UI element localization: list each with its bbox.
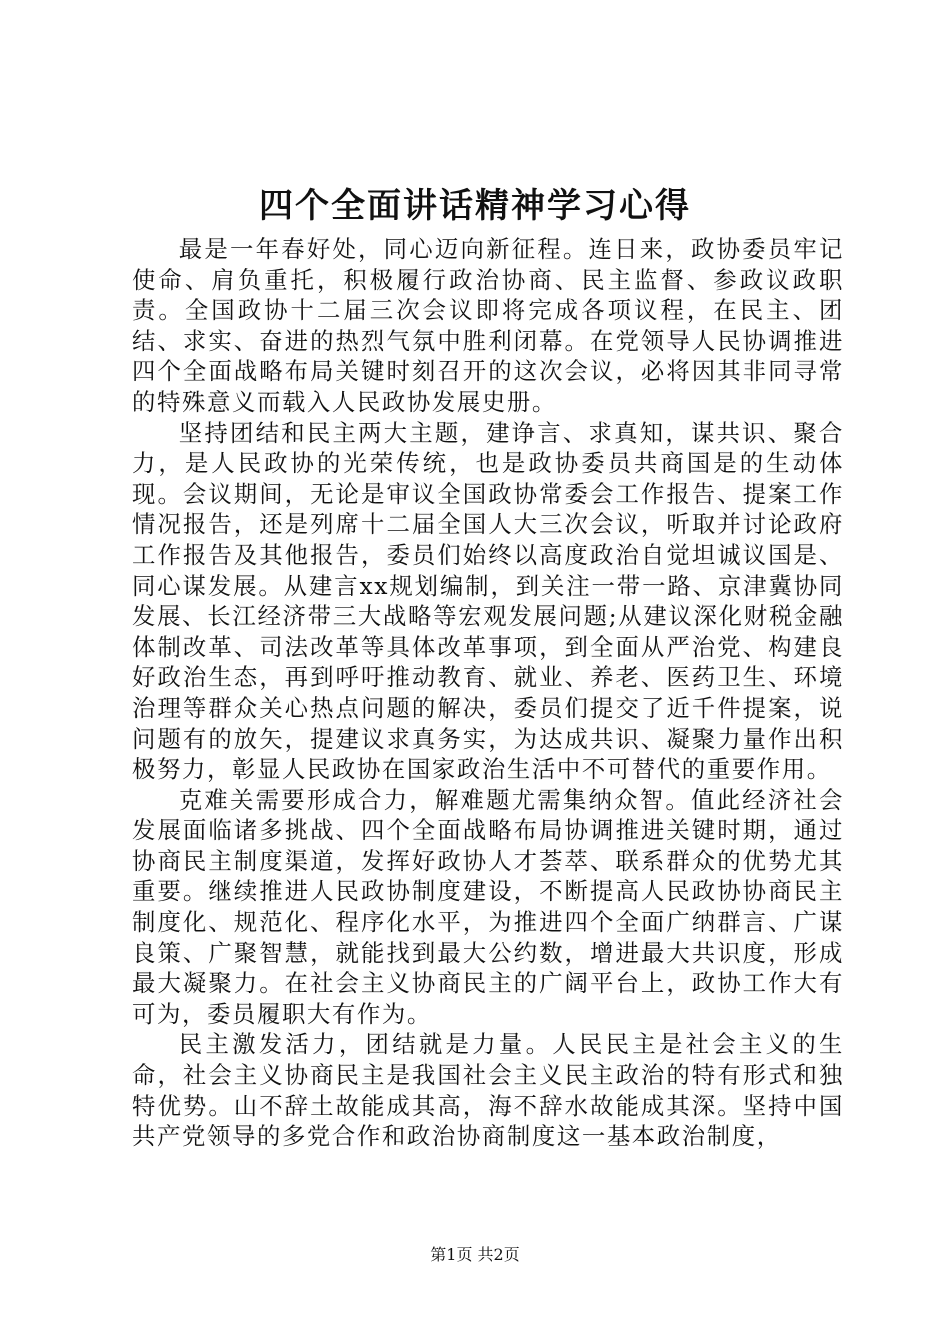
document-title: 四个全面讲话精神学习心得 <box>259 186 691 226</box>
paragraph-4: 民主激发活力，团结就是力量。人民民主是社会主义的生命，社会主义协商民主是我国社会主义民主政治的特有形式和独特优势。山不辞土故能成其高，海不辞水故能成其深。坚持中国共产党领导的多党合作和政治协商制度这一基本政治制度， <box>132 1030 844 1151</box>
page-footer: 第1页 共2页 <box>430 1245 520 1264</box>
document-body <box>132 234 844 1152</box>
paragraph-3: 克难关需要形成合力，解难题尤需集纳众智。值此经济社会发展面临诸多挑战、四个全面战略布局协调推进关键时期，通过协商民主制度渠道，发挥好政协人才荟萃、联系群众的优势尤其重要。继续推进人民政协制度建设，不断提高人民政协协商民主制度化、规范化、程序化水平，为推进四个全面广纳群言、广谋良策、广聚智慧，就能找到最大公约数，增进最大共识度，形成最大凝聚力。在社会主义协商民主的广阔平台上，政协工作大有可为，委员履职大有作为。 <box>132 785 844 1028</box>
paragraph-1: 最是一年春好处，同心迈向新征程。连日来，政协委员牢记使命、肩负重托，积极履行政治协商、民主监督、参政议政职责。全国政协十二届三次会议即将完成各项议程，在民主、团结、求实、奋进的热烈气氛中胜利闭幕。在党领导人民协调推进四个全面战略布局关键时刻召开的这次会议，必将因其非同寻常的特殊意义而载入人民政协发展史册。 <box>132 235 844 416</box>
paragraph-2: 坚持团结和民主两大主题，建诤言、求真知，谋共识、聚合力，是人民政协的光荣传统，也是政协委员共商国是的生动体现。会议期间，无论是审议全国政协常委会工作报告、提案工作情况报告，还是列席十二届全国人大三次会议，听取并讨论政府工作报告及其他报告，委员们始终以高度政治自觉坦诚议国是、同心谋发展。从建言xx规划编制，到关注一带一路、京津冀协同发展、长江经济带三大战略等宏观发展问题;从建议深化财税金融体制改革、司法改革等具体改革事项，到全面从严治党、构建良好政治生态，再到呼吁推动教育、就业、养老、医药卫生、环境治理等群众关心热点问题的解决，委员们提交了近千件提案，说问题有的放矢，提建议求真务实，为达成共识、凝聚力量作出积极努力，彰显人民政协在国家政治生活中不可替代的重要作用。 <box>132 418 844 784</box>
